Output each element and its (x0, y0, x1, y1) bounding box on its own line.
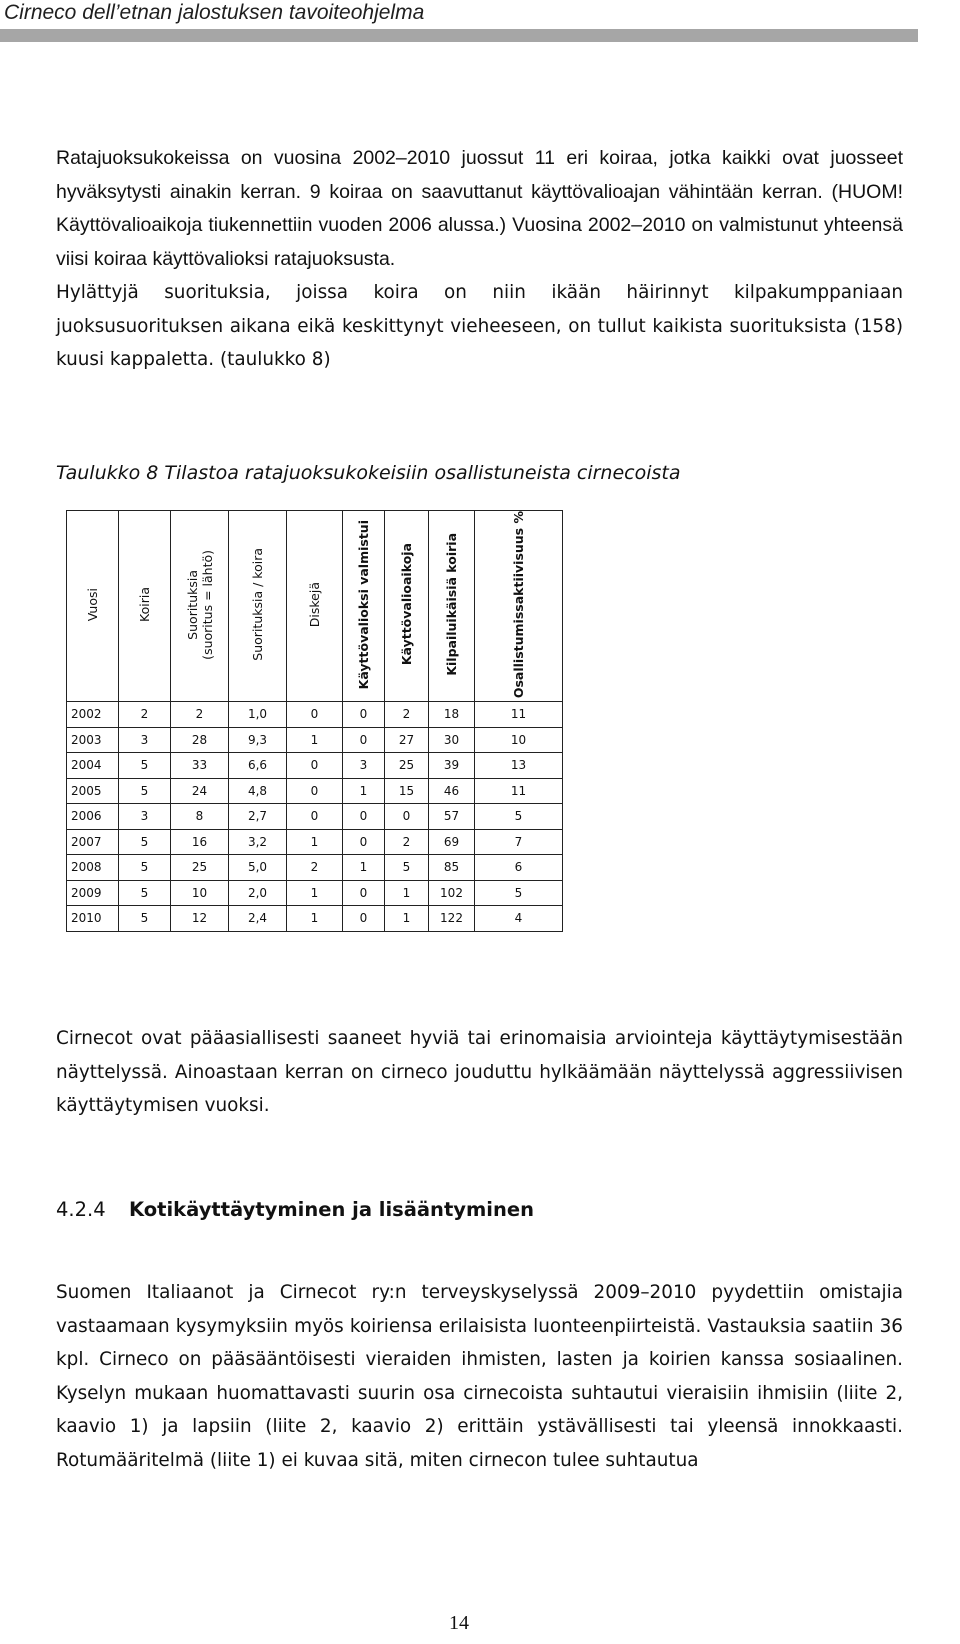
table-cell: 0 (287, 753, 343, 779)
table-cell: 2004 (67, 753, 119, 779)
column-header-line: Käyttövalioaikoja (399, 543, 414, 666)
table-cell: 13 (475, 753, 563, 779)
table-cell: 5,0 (229, 855, 287, 881)
table-cell: 5 (119, 906, 171, 932)
table-row (67, 727, 563, 753)
column-header-label (250, 548, 265, 661)
table-cell: 1 (287, 880, 343, 906)
column-header-line: Diskejä (307, 581, 322, 628)
column-header-label (85, 588, 100, 621)
section-title: Kotikäyttäytyminen ja lisääntyminen (129, 1198, 534, 1221)
table-cell: 3 (119, 727, 171, 753)
paragraph-ratajuoksu-intro: Ratajuoksukokeissa on vuosina 2002–2010 juossut 11 eri koiraa, jotka kaikki ovat juosseet hyväksytysti ainakin kerran. 9 koiraa on saavuttanut käyttövalioajan vähintään kerran. (HUOM! Käyttövalioaikoja tiukennettiin vuoden 2006 alussa.) Vuosina 2002–2010 on valmistunut yhteensä viisi koiraa käyttövalioksi ratajuoksusta. (56, 147, 903, 270)
table-cell: 1 (343, 855, 385, 881)
table-cell: 5 (475, 804, 563, 830)
table-row (67, 804, 563, 830)
table-cell: 24 (171, 778, 229, 804)
table-header-cell (385, 511, 429, 702)
column-header-label (137, 587, 152, 622)
table-cell: 4 (475, 906, 563, 932)
table-cell: 33 (171, 753, 229, 779)
table-cell: 0 (287, 778, 343, 804)
table-cell: 46 (429, 778, 475, 804)
table-cell: 102 (429, 880, 475, 906)
column-header-line: Suorituksia (184, 569, 200, 640)
table-cell: 0 (343, 880, 385, 906)
table-cell: 27 (385, 727, 429, 753)
table-row (67, 880, 563, 906)
table-cell: 30 (429, 727, 475, 753)
table-cell: 2,7 (229, 804, 287, 830)
table-cell: 16 (171, 829, 229, 855)
table-cell: 6 (475, 855, 563, 881)
table-cell: 1 (287, 727, 343, 753)
column-header-line: Vuosi (85, 587, 100, 622)
table-row (67, 906, 563, 932)
table-cell: 1 (343, 778, 385, 804)
table-cell: 2 (287, 855, 343, 881)
table-cell: 2009 (67, 880, 119, 906)
paragraph-hylatyt-suoritukset: Hylättyjä suorituksia, joissa koira on niin ikään häirinnyt kilpakumppaniaan juoksusuorituksen aikana eikä keskittynyt vieheeseen, on tullut kaikista suorituksista (158) kuusi kappaletta. (taulukko 8) (56, 282, 903, 370)
table-cell: 0 (343, 804, 385, 830)
column-header-label (444, 533, 459, 676)
column-header-line: Käyttövalioksi valmistui (356, 519, 371, 690)
table-header-cell (429, 511, 475, 702)
table-cell: 1 (287, 829, 343, 855)
table-cell: 5 (385, 855, 429, 881)
table-cell: 2,4 (229, 906, 287, 932)
table-cell: 3 (343, 753, 385, 779)
table-cell: 5 (119, 855, 171, 881)
table-header-cell (475, 511, 563, 702)
table-cell: 25 (385, 753, 429, 779)
table-header-cell (287, 511, 343, 702)
column-header-label (185, 550, 215, 660)
table-cell: 0 (343, 829, 385, 855)
table-cell: 4,8 (229, 778, 287, 804)
table-cell: 1,0 (229, 702, 287, 728)
statistics-table (66, 510, 563, 932)
table-cell: 2,0 (229, 880, 287, 906)
table-cell: 28 (171, 727, 229, 753)
table-header-cell (171, 511, 229, 702)
table-cell: 5 (119, 778, 171, 804)
table-cell: 5 (475, 880, 563, 906)
section-heading (56, 1198, 534, 1221)
table-cell: 2005 (67, 778, 119, 804)
table-cell: 3 (119, 804, 171, 830)
table-cell: 2 (171, 702, 229, 728)
column-header-line: Osallistumissaktiivisuus % (511, 511, 526, 699)
table-cell: 2010 (67, 906, 119, 932)
table-cell: 2 (385, 829, 429, 855)
table-cell: 3,2 (229, 829, 287, 855)
column-header-label (356, 520, 371, 689)
table-cell: 9,3 (229, 727, 287, 753)
column-header-label (399, 543, 414, 665)
table-cell: 0 (343, 727, 385, 753)
table-cell: 15 (385, 778, 429, 804)
table-cell: 2 (119, 702, 171, 728)
table-cell: 57 (429, 804, 475, 830)
table-cell: 69 (429, 829, 475, 855)
table-cell: 0 (343, 702, 385, 728)
section-number: 4.2.4 (56, 1198, 106, 1221)
table-body (67, 702, 563, 932)
table-cell: 11 (475, 778, 563, 804)
table-cell: 10 (475, 727, 563, 753)
table-cell: 2 (385, 702, 429, 728)
page-number: 14 (449, 1612, 469, 1634)
table-header-cell (229, 511, 287, 702)
table-cell: 0 (343, 906, 385, 932)
table-cell: 1 (385, 906, 429, 932)
column-header-line: Koiria (137, 587, 152, 623)
table-row (67, 778, 563, 804)
column-header-line: Kilpailuikäisiä koiria (444, 533, 459, 676)
table-cell: 11 (475, 702, 563, 728)
table-cell: 25 (171, 855, 229, 881)
table-row (67, 829, 563, 855)
paragraph-kotikayttaytyminen: Suomen Italiaanot ja Cirnecot ry:n terveyskyselyssä 2009–2010 pyydettiin omistajia vastaamaan kysymyksiin myös koiriensa erilaisista luonteenpiirteistä. Vastauksia saatiin 36 kpl. Cirneco on pääsääntöisesti vieraiden ihmisten, lasten ja koirien kanssa sosiaalinen. Kyselyn mukaan huomattavasti suurin osa cirnecoista suhtautui vieraisiin ihmisiin (liite 2, kaavio 1) ja lapsiin (liite 2, kaavio 2) erittäin ystävällisesti tai yleensä innokkaasti. Rotumääritelmä (liite 1) ei kuvaa sitä, miten cirnecon tulee suhtautua (56, 1282, 903, 1471)
table-cell: 0 (287, 702, 343, 728)
column-header-line: (suoritus = lähtö) (199, 549, 215, 660)
table-cell: 85 (429, 855, 475, 881)
table-cell: 0 (287, 804, 343, 830)
table-header-cell (119, 511, 171, 702)
table-header-cell (67, 511, 119, 702)
table-cell: 10 (171, 880, 229, 906)
table-cell: 18 (429, 702, 475, 728)
header-rule (0, 29, 918, 42)
column-header-line: Suorituksia / koira (250, 548, 265, 661)
table-cell: 2003 (67, 727, 119, 753)
table-cell: 5 (119, 880, 171, 906)
table-cell: 2007 (67, 829, 119, 855)
page-header-title: Cirneco dell’etnan jalostuksen tavoiteohjelma (4, 1, 425, 24)
table-caption: Taulukko 8 Tilastoa ratajuoksukokeisiin osallistuneista cirnecoista (56, 462, 681, 484)
table-cell: 122 (429, 906, 475, 932)
paragraph-nayttely: Cirnecot ovat pääasiallisesti saaneet hyviä tai erinomaisia arviointeja käyttäytymisestään näyttelyssä. Ainoastaan kerran on cirneco jouduttu hylkäämään näyttelyssä aggressiivisen käyttäytymisen vuoksi. (56, 1028, 903, 1116)
table-cell: 1 (287, 906, 343, 932)
table-cell: 7 (475, 829, 563, 855)
table-cell: 12 (171, 906, 229, 932)
table-row (67, 753, 563, 779)
column-header-label (511, 511, 526, 698)
table-cell: 2008 (67, 855, 119, 881)
column-header-label (307, 582, 322, 627)
table-cell: 8 (171, 804, 229, 830)
table-header-cell (343, 511, 385, 702)
table-row (67, 855, 563, 881)
table-cell: 0 (385, 804, 429, 830)
table-row (67, 702, 563, 728)
table-cell: 6,6 (229, 753, 287, 779)
table-cell: 39 (429, 753, 475, 779)
table-cell: 2002 (67, 702, 119, 728)
table-header-row (67, 511, 563, 702)
table-cell: 2006 (67, 804, 119, 830)
table-cell: 1 (385, 880, 429, 906)
table-cell: 5 (119, 753, 171, 779)
table-cell: 5 (119, 829, 171, 855)
